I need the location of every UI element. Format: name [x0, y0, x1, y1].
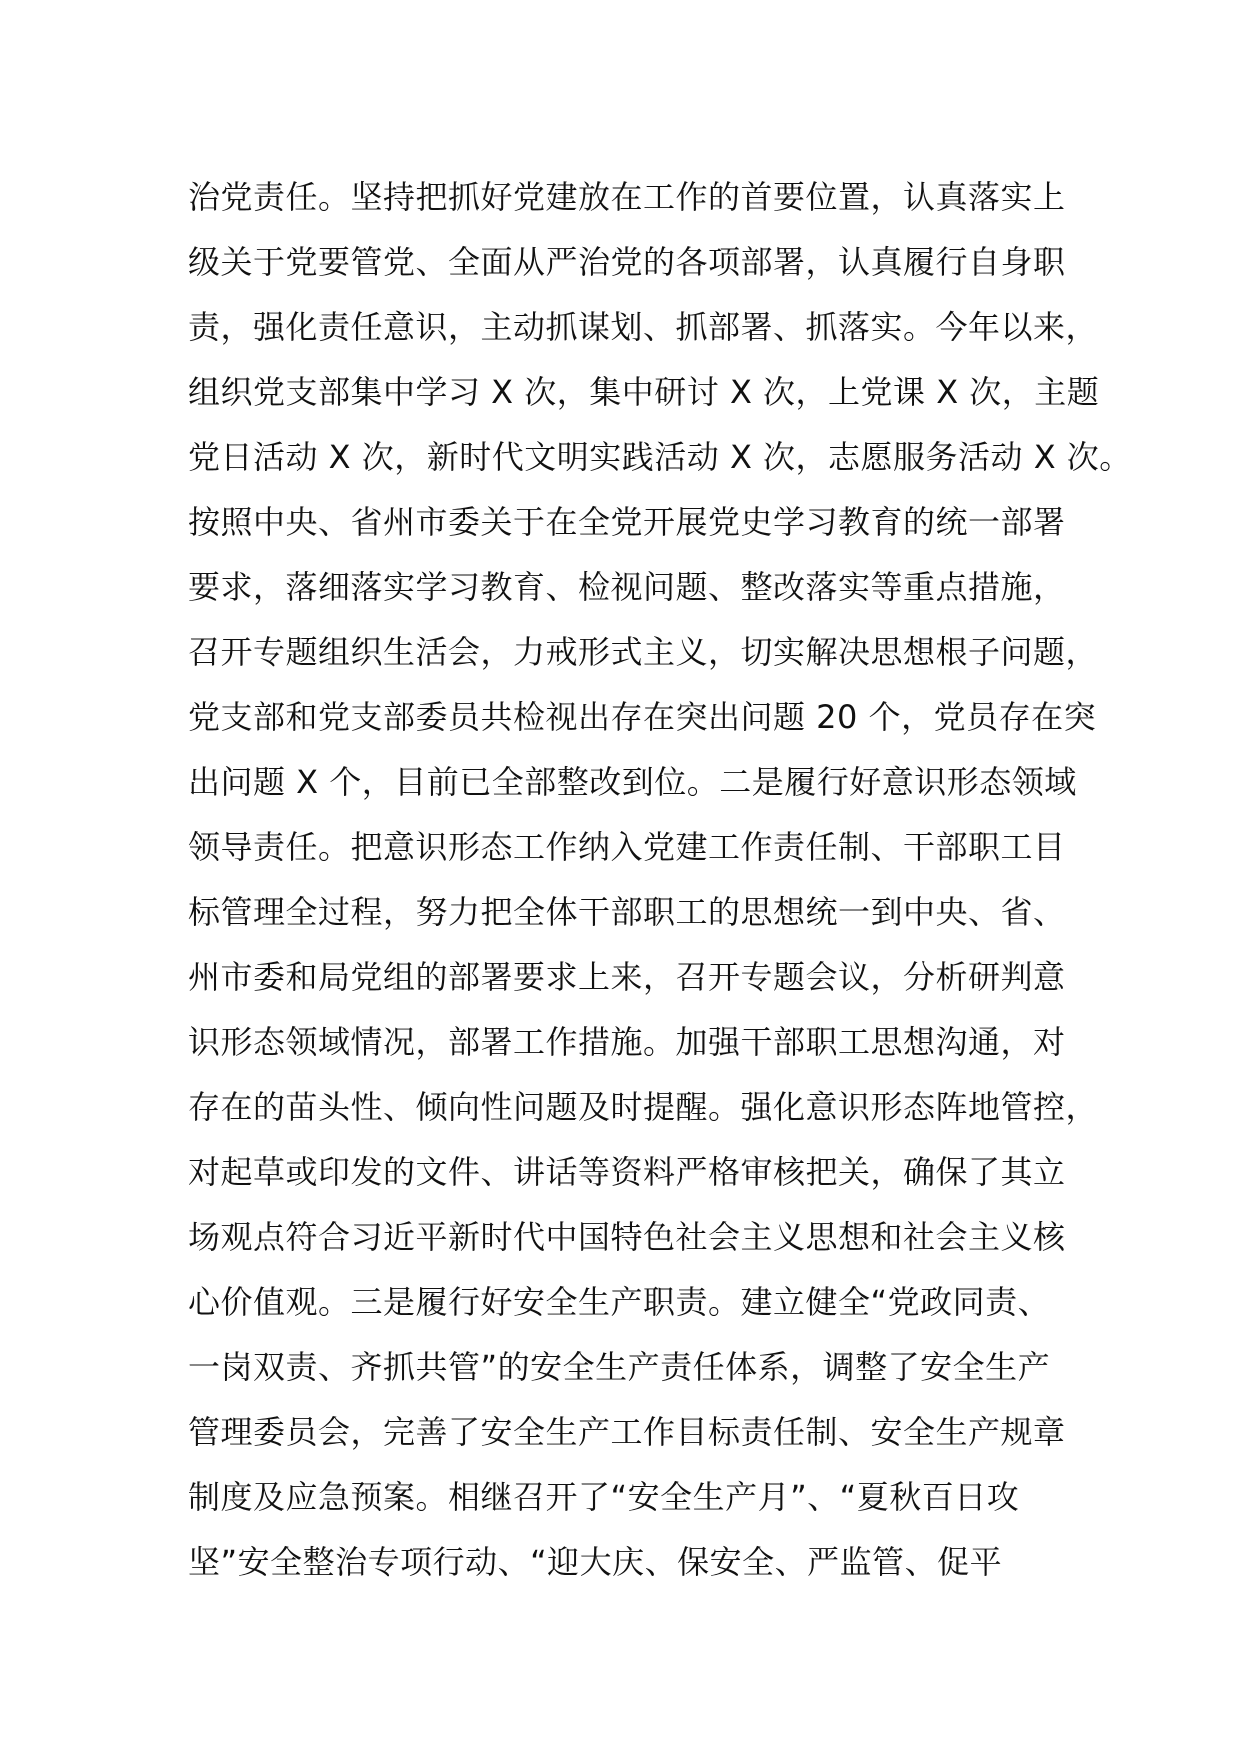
text-line: 制度及应急预案。相继召开了“安全生产月”、“夏秋百日攻	[188, 1478, 1020, 1516]
text-line: 坚”安全整治专项行动、“迎大庆、保安全、严监管、促平	[188, 1543, 1003, 1581]
text-line: 出问题 X 个，目前已全部整改到位。二是履行好意识形态领域	[188, 763, 1077, 801]
text-line: 标管理全过程，努力把全体干部职工的思想统一到中央、省、	[188, 893, 1066, 931]
body-text	[188, 165, 1132, 1595]
text-line: 党日活动 X 次，新时代文明实践活动 X 次，志愿服务活动 X 次。	[188, 438, 1132, 476]
text-line: 级关于党要管党、全面从严治党的各项部署，认真履行自身职	[188, 243, 1066, 281]
text-line: 党支部和党支部委员共检视出存在突出问题 20 个，党员存在突	[188, 698, 1097, 736]
text-line: 心价值观。三是履行好安全生产职责。建立健全“党政同责、	[188, 1283, 1051, 1321]
text-line: 存在的苗头性、倾向性问题及时提醒。强化意识形态阵地管控，	[188, 1088, 1099, 1126]
text-line: 场观点符合习近平新时代中国特色社会主义思想和社会主义核	[188, 1218, 1066, 1256]
text-line: 要求，落细落实学习教育、检视问题、整改落实等重点措施，	[188, 568, 1066, 606]
text-line: 责，强化责任意识，主动抓谋划、抓部署、抓落实。今年以来，	[188, 308, 1099, 346]
text-line: 识形态领域情况，部署工作措施。加强干部职工思想沟通，对	[188, 1023, 1066, 1061]
text-line: 按照中央、省州市委关于在全党开展党史学习教育的统一部署	[188, 503, 1066, 541]
text-line: 治党责任。坚持把抓好党建放在工作的首要位置，认真落实上	[188, 178, 1066, 216]
text-line: 州市委和局党组的部署要求上来，召开专题会议，分析研判意	[188, 958, 1066, 996]
text-line: 组织党支部集中学习 X 次，集中研讨 X 次，上党课 X 次，主题	[188, 373, 1100, 411]
text-line: 领导责任。把意识形态工作纳入党建工作责任制、干部职工目	[188, 828, 1066, 866]
text-line: 召开专题组织生活会，力戒形式主义，切实解决思想根子问题，	[188, 633, 1099, 671]
text-line: 一岗双责、齐抓共管”的安全生产责任体系，调整了安全生产	[188, 1348, 1051, 1386]
text-line: 对起草或印发的文件、讲话等资料严格审核把关，确保了其立	[188, 1153, 1066, 1191]
text-line: 管理委员会，完善了安全生产工作目标责任制、安全生产规章	[188, 1413, 1066, 1451]
